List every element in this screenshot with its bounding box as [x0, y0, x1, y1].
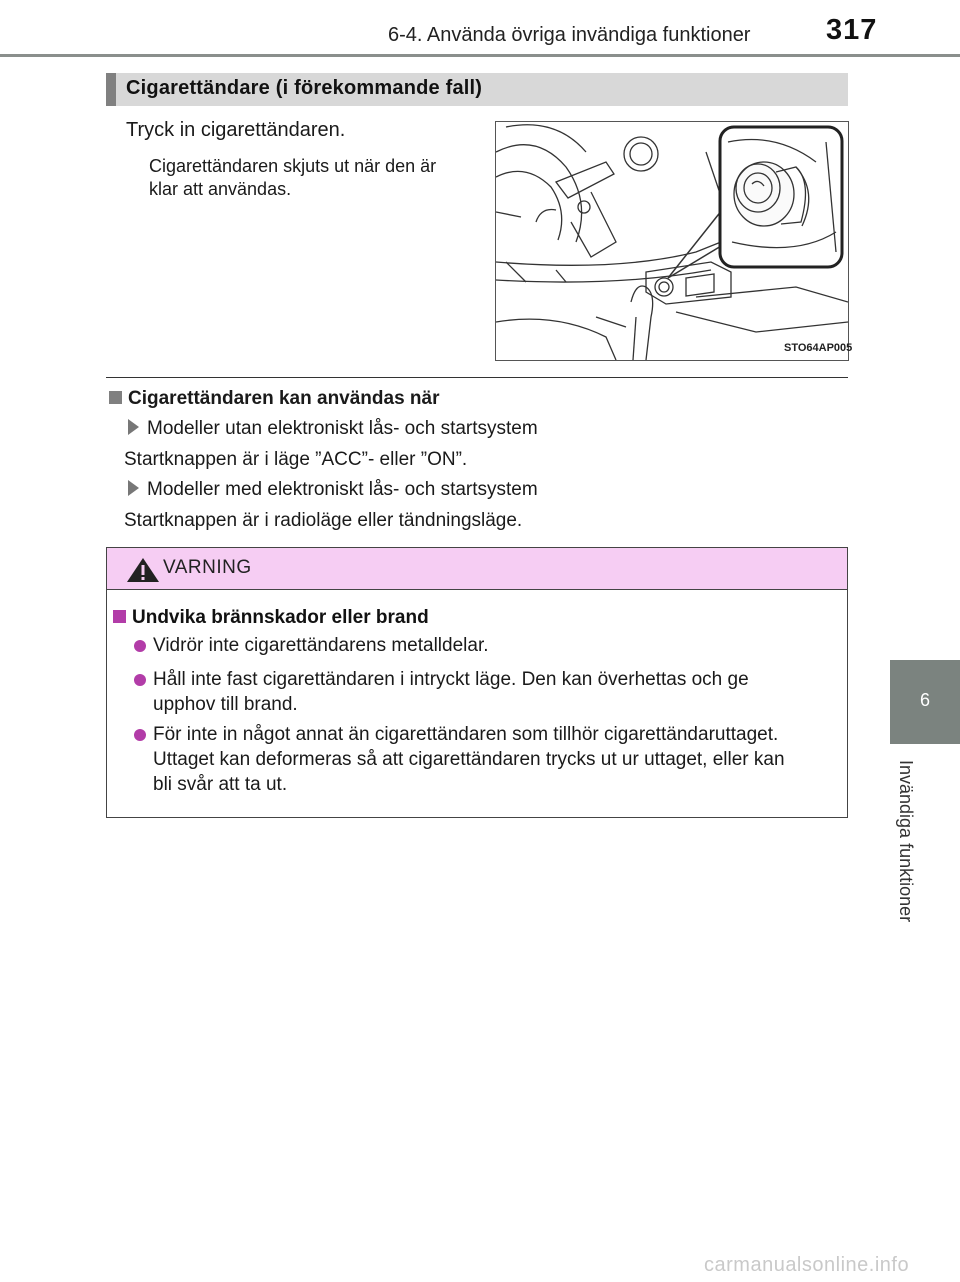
bullet-line: Uttaget kan deformeras så att cigarettändaren trycks ut ur uttaget, eller kan [153, 749, 785, 770]
usage-text: Startknappen är i läge ”ACC”- eller ”ON”. [124, 449, 468, 470]
usage-text: Startknappen är i radioläge eller tändningsläge. [124, 510, 523, 531]
bullet-line: bli svår att ta ut. [153, 774, 288, 795]
warning-bullet [134, 722, 838, 797]
instruction-note [149, 155, 436, 201]
warning-subheading-row [113, 607, 429, 629]
bullet-line: För inte in något annat än cigarettändaren som tillhör cigarettändaruttaget. [153, 724, 779, 745]
figure-code: STO64AP005 [784, 342, 853, 354]
section-title: 6-4. Använda övriga invändiga funktioner [388, 24, 751, 46]
instruction-text: Tryck in cigarettändaren. [126, 119, 346, 141]
header-rule [0, 54, 960, 57]
note-line: klar att användas. [149, 179, 292, 199]
dot-bullet-icon [134, 729, 146, 741]
dashboard-line-drawing-icon [496, 122, 848, 360]
model-row [128, 418, 538, 440]
chapter-label-vertical [892, 760, 922, 970]
note-line: Cigarettändaren skjuts ut när den är [149, 156, 437, 176]
warning-bullet [134, 667, 838, 717]
section-divider [106, 377, 848, 378]
section-heading: Cigarettändare (i förekommande fall) [126, 77, 483, 99]
watermark: carmanualsonline.info [704, 1254, 910, 1276]
chapter-number: 6 [919, 690, 930, 710]
dot-bullet-icon [134, 674, 146, 686]
chapter-tab [890, 660, 960, 744]
warning-subheading: Undvika brännskador eller brand [132, 607, 429, 628]
usage-heading: Cigarettändaren kan användas när [128, 388, 440, 409]
model-label: Modeller utan elektroniskt lås- och startsystem [147, 418, 538, 439]
triangle-bullet-icon [128, 480, 139, 496]
square-bullet-icon [109, 391, 122, 404]
model-row [128, 479, 538, 501]
bullet-line: upphov till brand. [153, 694, 298, 715]
page-number: 317 [826, 14, 878, 46]
model-label: Modeller med elektroniskt lås- och startsystem [147, 479, 538, 500]
section-heading-bar [106, 73, 116, 106]
warning-bullet [134, 633, 838, 658]
chapter-label: Invändiga funktioner [896, 760, 916, 923]
bullet-line: Vidrör inte cigarettändarens metalldelar. [153, 635, 489, 656]
bullet-line: Håll inte fast cigarettändaren i intryckt läge. Den kan överhettas och ge [153, 669, 749, 690]
dot-bullet-icon [134, 640, 146, 652]
warning-triangle-icon [126, 557, 160, 588]
warning-label: VARNING [163, 557, 252, 578]
triangle-bullet-icon [128, 419, 139, 435]
usage-heading-row [109, 388, 440, 410]
lighter-illustration [495, 121, 849, 361]
square-bullet-icon [113, 610, 126, 623]
